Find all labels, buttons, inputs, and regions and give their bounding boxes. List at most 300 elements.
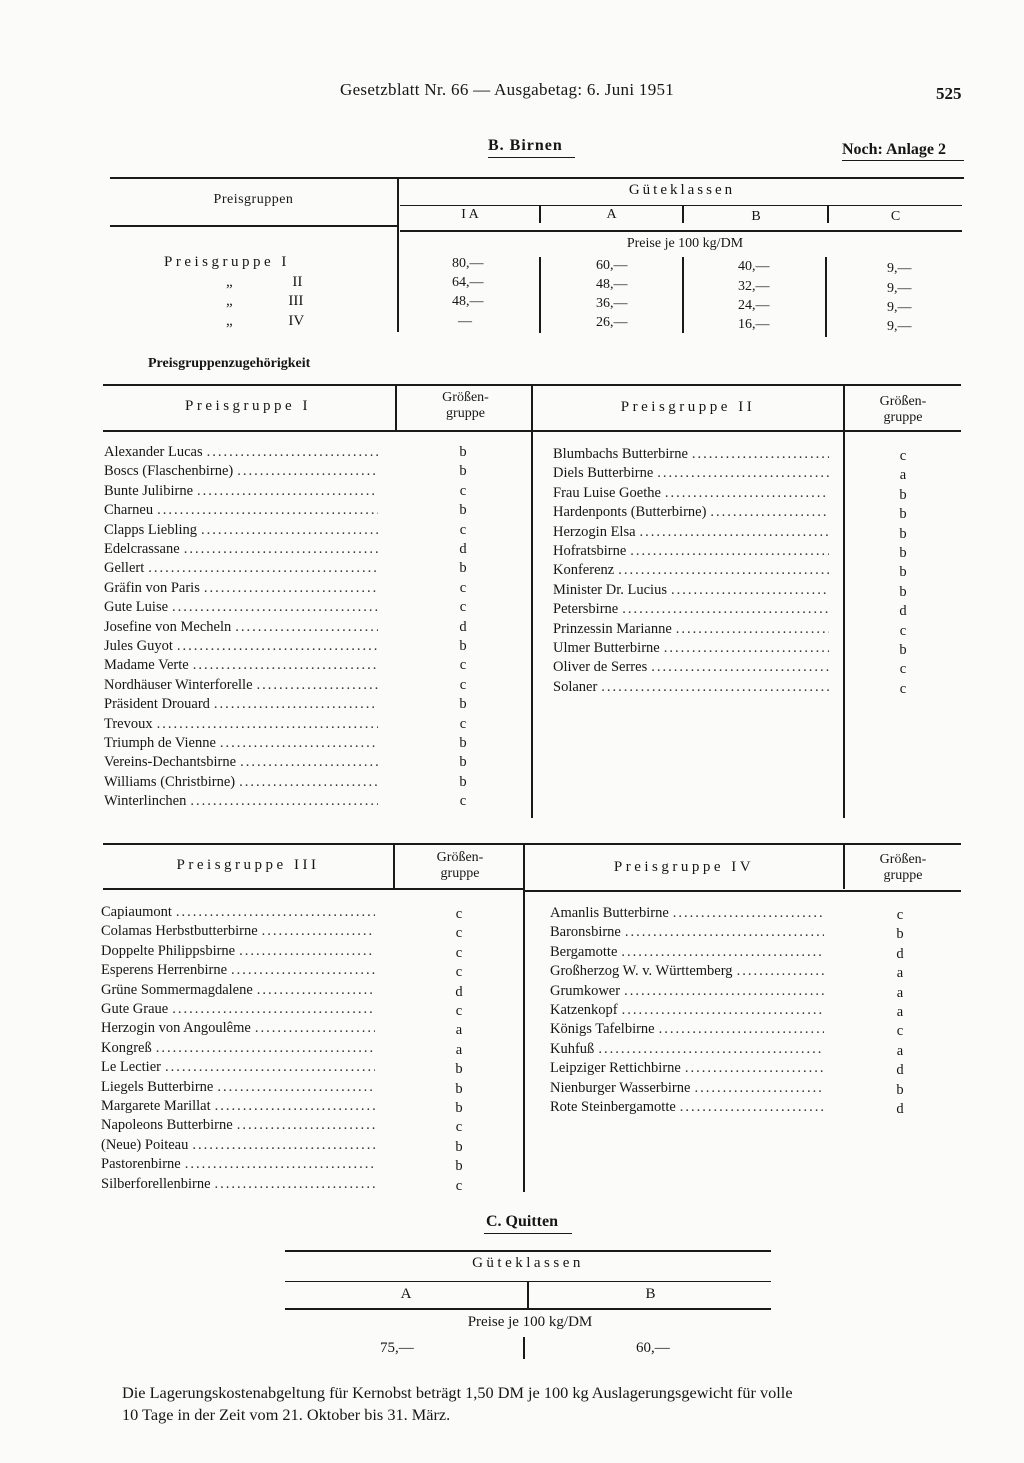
dot-leader: [257, 677, 378, 694]
size-grade: b: [899, 545, 907, 561]
price-a-1: 60,—: [596, 258, 628, 273]
size-grade: c: [899, 448, 907, 464]
variety-name: Konferenz: [553, 562, 615, 579]
size-grade: b: [459, 560, 467, 577]
size-grade: b: [899, 486, 907, 503]
variety-name: Ulmer Butterbirne: [553, 640, 660, 656]
footnote-line-1: Die Lagerungskostenabgeltung für Kernobst beträgt 1,50 DM je 100 kg Auslagerungsgewicht für volle: [122, 1383, 793, 1402]
variety-name: Baronsbirne: [550, 924, 621, 941]
size-grade: d: [896, 945, 904, 962]
variety-name: Winterlinchen: [104, 793, 187, 810]
size-grade: c: [455, 925, 463, 942]
list-item: [104, 444, 378, 464]
size-grade: c: [455, 1177, 463, 1194]
size-grade: a: [896, 1042, 904, 1059]
dot-leader: [630, 543, 829, 560]
dot-leader: [657, 465, 829, 482]
group-1-size-header: Größen- gruppe: [442, 390, 489, 421]
variety-name: Capiaumont: [101, 904, 172, 920]
dot-leader: [651, 659, 829, 676]
size-grade: b: [459, 773, 467, 790]
size-grade: c: [459, 657, 467, 674]
list-item: [550, 944, 824, 964]
variety-name: Oliver de Serres: [553, 659, 648, 676]
size-grade: b: [455, 1138, 463, 1155]
quince-column-sep: [527, 1282, 529, 1308]
list-item: [104, 580, 378, 600]
list-item: [104, 541, 378, 561]
list-item: [101, 923, 375, 943]
list-item: [104, 619, 378, 639]
variety-name: Liegels Butterbirne: [101, 1078, 214, 1095]
variety-name: Herzogin Elsa: [553, 523, 636, 540]
list-item: [101, 1020, 375, 1040]
size-grade: b: [896, 1081, 904, 1098]
size-grade: c: [459, 676, 467, 693]
size-grade: a: [896, 984, 904, 1001]
list-item: [553, 582, 829, 602]
price-table-class-header: Güteklassen: [628, 182, 736, 198]
variety-name: Trevoux: [104, 715, 153, 732]
variety-name: Katzenkopf: [550, 1002, 618, 1018]
list-item: [550, 1060, 824, 1080]
size-grade: c: [459, 482, 467, 499]
group-block-1-middle-sep: [531, 386, 533, 818]
dot-leader: [193, 657, 378, 674]
variety-name: Bunte Julibirne: [104, 482, 194, 499]
dot-leader: [625, 924, 824, 941]
price-table-top-rule: [110, 177, 964, 179]
variety-name: Prinzessin Marianne: [553, 620, 672, 637]
group-block-1-right-sep: [843, 386, 845, 818]
list-item: [553, 446, 829, 466]
size-grade: d: [459, 541, 467, 557]
list-item: [550, 905, 824, 925]
list-item: [101, 1079, 375, 1099]
section-c-title: C. Quitten: [486, 1213, 558, 1230]
size-grade: b: [455, 1100, 463, 1116]
quince-class-header: Güteklassen: [472, 1255, 584, 1271]
list-item: [101, 1001, 375, 1021]
quince-table-top-rule: [285, 1250, 771, 1252]
list-item: [104, 657, 378, 677]
list-item: [101, 982, 375, 1002]
variety-name: Vereins-Dechantsbirne: [104, 754, 237, 771]
size-grade: c: [455, 964, 463, 981]
dot-leader: [237, 463, 378, 480]
dot-leader: [214, 696, 378, 713]
price-group-label-3: „ III: [226, 293, 304, 309]
group-block-1-header-rule: [103, 430, 961, 432]
price-body-sep-3: [825, 257, 827, 337]
dot-leader: [622, 601, 829, 618]
variety-name: Charneu: [104, 502, 154, 519]
variety-name: Jules Guyot: [104, 638, 173, 654]
size-grade: c: [455, 944, 463, 961]
size-grade: c: [896, 907, 904, 923]
size-grade: a: [896, 965, 904, 982]
variety-name: Madame Verte: [104, 657, 189, 674]
dot-leader: [624, 983, 824, 1000]
variety-name: Margarete Marillat: [101, 1098, 211, 1114]
list-item: [550, 924, 824, 944]
list-item: [101, 1137, 375, 1157]
dot-leader: [737, 963, 824, 980]
variety-name: Kuhfuß: [550, 1040, 595, 1057]
variety-name: Großherzog W. v. Württemberg: [550, 963, 733, 980]
variety-name: Gellert: [104, 560, 145, 577]
dot-leader: [215, 1098, 375, 1115]
size-grade: b: [455, 1061, 463, 1078]
dot-leader: [185, 1156, 375, 1173]
dot-leader: [172, 599, 378, 616]
list-item: [104, 599, 378, 619]
price-c-2: 9,—: [887, 281, 912, 296]
list-item: [553, 679, 829, 699]
quince-column-a: A: [400, 1286, 412, 1302]
dot-leader: [197, 483, 378, 500]
dot-leader: [676, 621, 829, 638]
price-b-3: 24,—: [738, 298, 770, 313]
group-2-size-header: Größen- gruppe: [879, 394, 927, 425]
price-column-a: A: [606, 207, 617, 222]
dot-leader: [621, 944, 824, 961]
list-item: [550, 1099, 824, 1119]
dot-leader: [240, 754, 378, 771]
price-c-3: 9,—: [887, 300, 912, 315]
list-item: [101, 1176, 375, 1196]
size-grade: c: [899, 680, 907, 697]
dot-leader: [239, 774, 378, 791]
annex-note-underline: [842, 160, 964, 161]
size-grade: c: [455, 906, 463, 922]
size-grade: c: [896, 1023, 904, 1040]
price-body-sep-2: [682, 257, 684, 333]
list-item: [553, 659, 829, 679]
variety-name: Gute Luise: [104, 599, 169, 616]
list-item: [550, 1080, 824, 1100]
group-4-title: Preisgruppe IV: [613, 859, 755, 875]
price-unit-caption: Preise je 100 kg/DM: [626, 236, 744, 251]
group-block-2-top-rule: [103, 843, 961, 845]
price-group-label-4: „ IV: [226, 313, 305, 329]
price-a-2: 48,—: [596, 277, 628, 292]
dot-leader: [664, 640, 829, 657]
price-table-row-header: Preisgruppen: [213, 192, 294, 207]
variety-name: Rote Steinbergamotte: [550, 1099, 676, 1115]
group-1-title-sep: [395, 386, 397, 430]
size-grade: b: [459, 735, 467, 751]
price-b-2: 32,—: [738, 279, 770, 294]
size-grade: b: [899, 583, 907, 600]
size-grade: c: [459, 599, 467, 616]
price-a-3: 36,—: [596, 296, 628, 311]
variety-name: Boscs (Flaschenbirne): [104, 463, 234, 480]
list-item: [104, 774, 378, 794]
variety-name: Gräfin von Paris: [104, 579, 200, 596]
variety-name: Leipziger Rettichbirne: [550, 1060, 681, 1077]
dot-leader: [201, 522, 378, 539]
running-title: Gesetzblatt Nr. 66 — Ausgabetag: 6. Juni 1951: [340, 80, 675, 99]
dot-leader: [172, 1001, 375, 1018]
variety-name: Napoleons Butterbirne: [101, 1117, 233, 1134]
dot-leader: [148, 560, 378, 577]
price-c-1: 9,—: [887, 261, 912, 276]
price-column-ia: I A: [461, 207, 479, 222]
price-table-divider: [397, 179, 399, 332]
size-grade: d: [896, 1062, 904, 1079]
variety-name: Esperens Herrenbirne: [101, 962, 228, 979]
dot-leader: [665, 485, 829, 502]
size-grade: a: [899, 467, 907, 484]
list-item: [553, 543, 829, 563]
size-grade: a: [455, 1022, 463, 1039]
dot-leader: [215, 1176, 375, 1193]
dot-leader: [671, 582, 829, 599]
variety-name: Herzogin von Angoulême: [101, 1020, 251, 1037]
list-item: [101, 1156, 375, 1176]
variety-name: Nienburger Wasserbirne: [550, 1079, 691, 1096]
size-grade: c: [459, 579, 467, 596]
price-ia-2: 64,—: [452, 275, 484, 290]
dot-leader: [622, 1002, 824, 1019]
dot-leader: [156, 1040, 375, 1057]
group-1-title: Preisgruppe I: [185, 398, 311, 414]
list-item: [104, 522, 378, 542]
list-item: [553, 640, 829, 660]
list-item: [104, 677, 378, 697]
group-2-title: Preisgruppe II: [620, 399, 756, 415]
dot-leader: [177, 638, 378, 655]
list-item: [553, 601, 829, 621]
list-item: [550, 1041, 824, 1061]
dot-leader: [165, 1059, 375, 1076]
price-table-header-bottom-rule: [400, 230, 962, 232]
size-grade: b: [896, 926, 904, 943]
quince-unit-caption: Preise je 100 kg/DM: [467, 1314, 593, 1330]
size-grade: b: [459, 754, 467, 771]
dot-leader: [257, 982, 375, 999]
group-3-title: Preisgruppe III: [176, 857, 320, 873]
dot-leader: [184, 541, 378, 558]
list-item: [101, 943, 375, 963]
size-grade: d: [455, 983, 463, 1000]
list-item: [550, 1021, 824, 1041]
list-item: [104, 560, 378, 580]
dot-leader: [157, 502, 378, 519]
list-item: [101, 1098, 375, 1118]
variety-name: Minister Dr. Lucius: [553, 581, 667, 598]
variety-name: Hardenponts (Butterbirne): [553, 504, 707, 521]
dot-leader: [157, 716, 378, 733]
variety-name: Williams (Christbirne): [104, 773, 236, 790]
list-item: [104, 638, 378, 658]
dot-leader: [680, 1099, 824, 1116]
size-grade: b: [455, 1080, 463, 1097]
size-grade: b: [459, 638, 467, 654]
dot-leader: [237, 1117, 375, 1134]
size-grade: c: [899, 622, 907, 639]
page-number: 525: [936, 84, 962, 103]
variety-name: (Neue) Poiteau: [101, 1136, 189, 1153]
dot-leader: [176, 904, 375, 921]
variety-name: Grüne Sommermagdalene: [101, 981, 253, 998]
dot-leader: [694, 1080, 824, 1097]
list-item: [550, 1002, 824, 1022]
variety-name: Doppelte Philippsbirne: [101, 942, 236, 959]
size-grade: c: [459, 521, 467, 538]
dot-leader: [204, 580, 378, 597]
dot-leader: [673, 905, 824, 922]
footnote-line-2: 10 Tage in der Zeit vom 21. Oktober bis 31. März.: [122, 1405, 451, 1424]
dot-leader: [685, 1060, 824, 1077]
quince-header-bottom-rule: [285, 1308, 771, 1310]
quince-column-b: B: [645, 1286, 656, 1302]
annex-note: Noch: Anlage 2: [842, 141, 946, 158]
variety-name: Bergamotte: [550, 943, 618, 960]
size-grade: b: [899, 564, 907, 581]
variety-name: Hofratsbirne: [553, 543, 627, 559]
list-item: [553, 465, 829, 485]
dot-leader: [262, 923, 375, 940]
price-c-4: 9,—: [887, 319, 912, 334]
dot-leader: [220, 735, 378, 752]
dot-leader: [601, 679, 829, 696]
dot-leader: [190, 793, 378, 810]
variety-name: Amanlis Butterbirne: [550, 905, 669, 921]
dot-leader: [207, 444, 378, 461]
size-grade: b: [459, 444, 467, 460]
variety-name: Kongreß: [101, 1039, 152, 1056]
group-block-2-header-rule-left: [103, 888, 523, 890]
price-ia-4: —: [458, 314, 472, 329]
price-body-sep-1: [539, 257, 541, 333]
size-grade: d: [899, 603, 907, 620]
section-b-title: B. Birnen: [488, 137, 563, 154]
dot-leader: [640, 524, 829, 541]
section-c-title-underline: [484, 1233, 572, 1234]
variety-name: Grumkower: [550, 982, 621, 999]
variety-name: Le Lectier: [101, 1059, 161, 1076]
dot-leader: [231, 962, 375, 979]
list-item: [550, 983, 824, 1003]
price-a-4: 26,—: [596, 315, 628, 330]
dot-leader: [692, 446, 829, 463]
variety-name: Blumbachs Butterbirne: [553, 446, 688, 462]
size-grade: d: [459, 618, 467, 635]
variety-name: Diels Butterbirne: [553, 465, 654, 482]
price-b-4: 16,—: [738, 317, 770, 332]
dot-leader: [235, 619, 378, 636]
dot-leader: [239, 943, 375, 960]
price-table-row-header-rule: [110, 225, 397, 227]
size-grade: b: [459, 696, 467, 713]
size-grade: c: [459, 715, 467, 732]
dot-leader: [192, 1137, 375, 1154]
price-group-label-2: „ II: [226, 274, 303, 290]
variety-name: Gute Graue: [101, 1001, 169, 1017]
list-item: [553, 504, 829, 524]
list-item: [104, 735, 378, 755]
list-item: [101, 1117, 375, 1137]
variety-name: Nordhäuser Winterforelle: [104, 676, 253, 693]
size-grade: b: [899, 525, 907, 542]
price-column-b: B: [751, 209, 761, 224]
list-item: [101, 962, 375, 982]
list-item: [104, 793, 378, 813]
variety-name: Solaner: [553, 678, 598, 695]
dot-leader: [255, 1020, 375, 1037]
dot-leader: [217, 1079, 375, 1096]
price-column-c: C: [890, 209, 901, 224]
list-item: [101, 1059, 375, 1079]
variety-name: Petersbirne: [553, 601, 619, 618]
group-block-2-header-rule-right: [525, 890, 961, 892]
dot-leader: [710, 504, 829, 521]
list-item: [101, 904, 375, 924]
size-grade: c: [455, 1119, 463, 1136]
variety-name: Colamas Herbstbutterbirne: [101, 923, 258, 940]
size-grade: a: [896, 1004, 904, 1020]
list-item: [553, 562, 829, 582]
price-group-label-1: Preisgruppe I: [164, 254, 290, 270]
size-grade: d: [896, 1101, 904, 1117]
quince-body-sep: [523, 1337, 525, 1359]
variety-name: Präsident Drouard: [104, 696, 210, 713]
size-grade: c: [899, 661, 907, 678]
price-ia-3: 48,—: [452, 294, 484, 309]
variety-name: Pastorenbirne: [101, 1156, 181, 1173]
variety-name: Josefine von Mecheln: [104, 618, 232, 635]
section-b-title-underline: [488, 157, 575, 158]
list-item: [104, 754, 378, 774]
variety-name: Silberforellenbirne: [101, 1175, 211, 1192]
variety-name: Edelcrassane: [104, 541, 180, 557]
price-table-class-rule: [400, 205, 962, 206]
group-4-size-header: Größen- gruppe: [879, 852, 927, 883]
membership-heading: Preisgruppenzugehörigkeit: [148, 356, 311, 371]
list-item: [550, 963, 824, 983]
price-b-1: 40,—: [738, 259, 770, 274]
dot-leader: [659, 1021, 824, 1038]
price-ia-1: 80,—: [452, 256, 484, 271]
list-item: [104, 696, 378, 716]
size-grade: c: [459, 793, 467, 810]
list-item: [104, 716, 378, 736]
group-block-2-middle-sep: [523, 845, 525, 1192]
variety-name: Triumph de Vienne: [104, 735, 216, 751]
list-item: [101, 1040, 375, 1060]
list-item: [104, 502, 378, 522]
variety-name: Frau Luise Goethe: [553, 484, 661, 501]
size-grade: c: [455, 1003, 463, 1019]
variety-name: Clapps Liebling: [104, 521, 198, 538]
dot-leader: [618, 562, 829, 579]
size-grade: a: [455, 1041, 463, 1058]
size-grade: b: [459, 502, 467, 519]
group-3-size-header: Größen- gruppe: [436, 850, 484, 881]
variety-name: Königs Tafelbirne: [550, 1021, 655, 1038]
list-item: [553, 524, 829, 544]
list-item: [553, 621, 829, 641]
size-grade: b: [899, 506, 907, 523]
size-grade: b: [455, 1158, 463, 1175]
list-item: [553, 485, 829, 505]
size-grade: b: [899, 642, 907, 658]
list-item: [104, 463, 378, 483]
list-item: [104, 483, 378, 503]
variety-name: Alexander Lucas: [104, 444, 203, 460]
